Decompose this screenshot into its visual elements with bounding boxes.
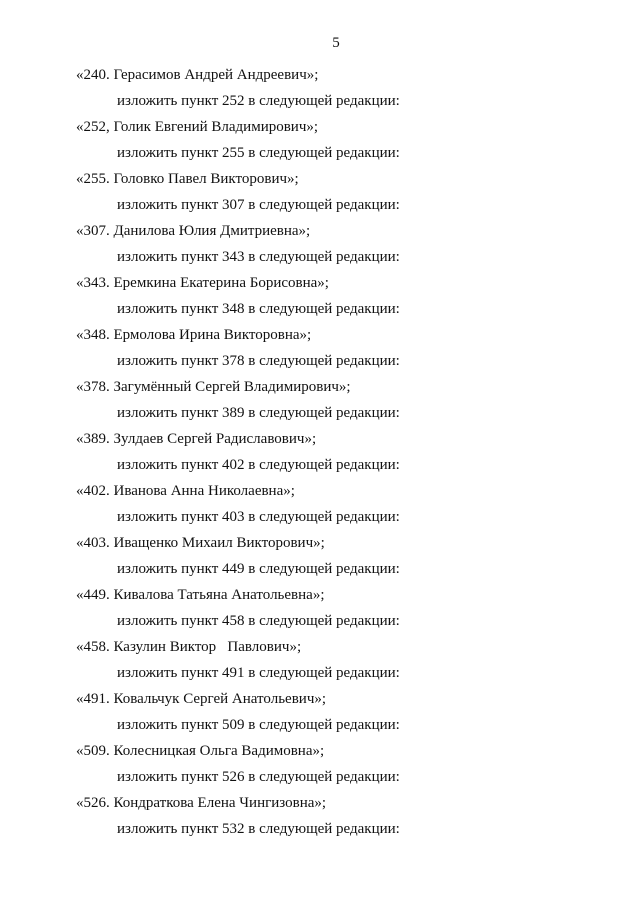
entry-instruction: изложить пункт 402 в следующей редакции: xyxy=(117,457,400,473)
list-item xyxy=(0,220,640,272)
list-item xyxy=(0,376,640,428)
amendment-list xyxy=(0,64,640,844)
list-item xyxy=(0,740,640,792)
list-item xyxy=(0,116,640,168)
entry-instruction: изложить пункт 343 в следующей редакции: xyxy=(117,249,400,265)
entry-heading: «389. Зулдаев Сергей Радиславович»; xyxy=(76,431,317,447)
entry-heading: «252, Голик Евгений Владимирович»; xyxy=(76,119,319,135)
entry-instruction: изложить пункт 307 в следующей редакции: xyxy=(117,197,400,213)
entry-heading: «378. Загумённый Сергей Владимирович»; xyxy=(76,379,351,395)
entry-heading: «402. Иванова Анна Николаевна»; xyxy=(76,483,295,499)
entry-heading: «343. Еремкина Екатерина Борисовна»; xyxy=(76,275,329,291)
entry-heading: «403. Иващенко Михаил Викторович»; xyxy=(76,535,325,551)
entry-instruction: изложить пункт 348 в следующей редакции: xyxy=(117,301,400,317)
entry-heading: «526. Кондраткова Елена Чингизовна»; xyxy=(76,795,327,811)
entry-heading: «240. Герасимов Андрей Андреевич»; xyxy=(76,67,319,83)
list-item xyxy=(0,272,640,324)
entry-instruction: изложить пункт 491 в следующей редакции: xyxy=(117,665,400,681)
list-item xyxy=(0,688,640,740)
list-item xyxy=(0,428,640,480)
entry-instruction: изложить пункт 532 в следующей редакции: xyxy=(117,821,400,837)
entry-instruction: изложить пункт 509 в следующей редакции: xyxy=(117,717,400,733)
entry-heading: «458. Казулин Виктор Павлович»; xyxy=(76,639,302,655)
page-number: 5 xyxy=(332,35,340,51)
entry-instruction: изложить пункт 252 в следующей редакции: xyxy=(117,93,400,109)
entry-heading: «348. Ермолова Ирина Викторовна»; xyxy=(76,327,312,343)
list-item xyxy=(0,636,640,688)
entry-instruction: изложить пункт 449 в следующей редакции: xyxy=(117,561,400,577)
entry-instruction: изложить пункт 255 в следующей редакции: xyxy=(117,145,400,161)
entry-instruction: изложить пункт 526 в следующей редакции: xyxy=(117,769,400,785)
list-item xyxy=(0,64,640,116)
list-item xyxy=(0,324,640,376)
list-item xyxy=(0,532,640,584)
entry-heading: «491. Ковальчук Сергей Анатольевич»; xyxy=(76,691,327,707)
entry-heading: «307. Данилова Юлия Дмитриевна»; xyxy=(76,223,311,239)
entry-instruction: изложить пункт 378 в следующей редакции: xyxy=(117,353,400,369)
list-item xyxy=(0,792,640,844)
entry-instruction: изложить пункт 458 в следующей редакции: xyxy=(117,613,400,629)
entry-instruction: изложить пункт 403 в следующей редакции: xyxy=(117,509,400,525)
entry-heading: «255. Головко Павел Викторович»; xyxy=(76,171,299,187)
list-item xyxy=(0,584,640,636)
list-item xyxy=(0,168,640,220)
entry-heading: «509. Колесницкая Ольга Вадимовна»; xyxy=(76,743,325,759)
entry-instruction: изложить пункт 389 в следующей редакции: xyxy=(117,405,400,421)
list-item xyxy=(0,480,640,532)
entry-heading: «449. Кивалова Татьяна Анатольевна»; xyxy=(76,587,325,603)
